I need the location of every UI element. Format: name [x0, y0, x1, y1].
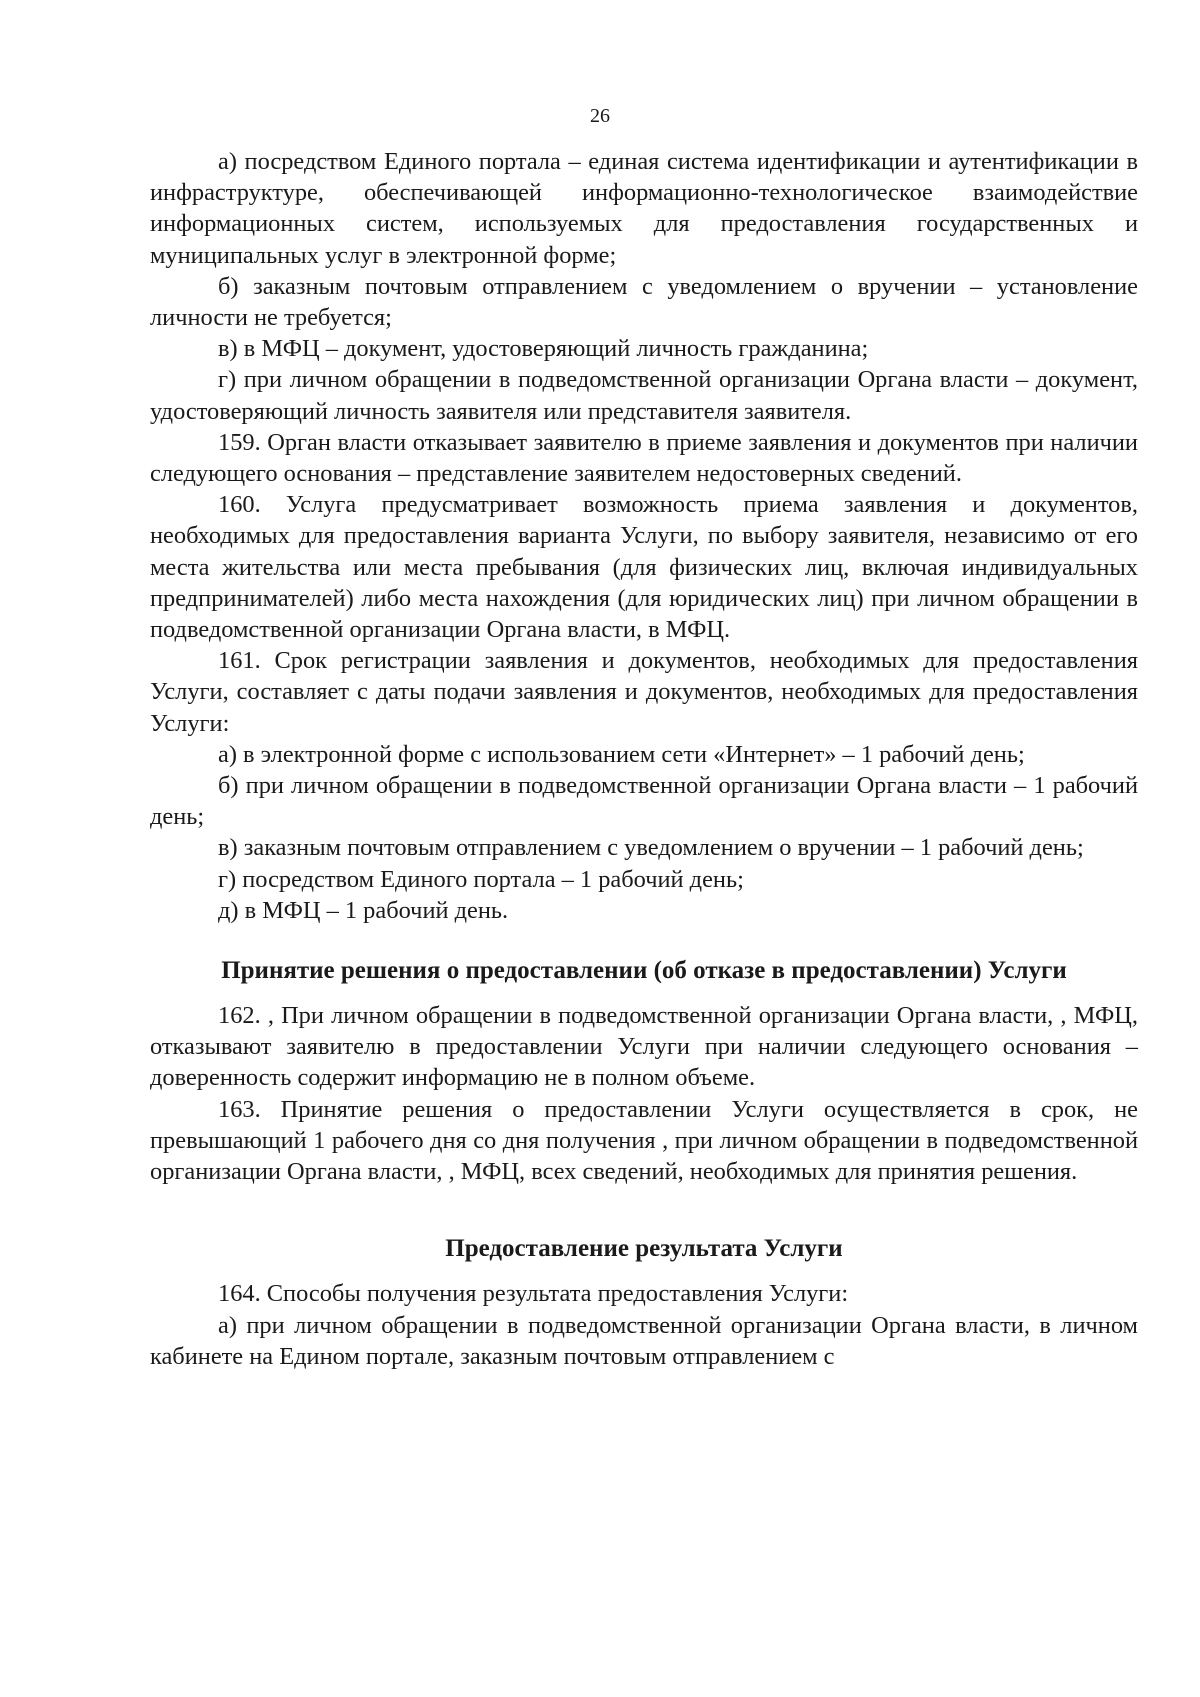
spacer	[150, 986, 1138, 1000]
page-number: 26	[590, 105, 610, 127]
paragraph: 162. , При личном обращении в подведомственной организации Органа власти, , МФЦ, отказывают заявителю в предоставлении Услуги при наличии следующего основания – доверенность содержит информацию не в полном объеме.	[150, 1002, 1138, 1092]
paragraph: б) заказным почтовым отправлением с уведомлением о вручении – установление личности не требуется;	[150, 272, 1138, 332]
paragraph: а) посредством Единого портала – единая система идентификации и аутентификации в инфраструктуре, обеспечивающей информационно-технологическое взаимодействие информационных систем, используемых для предоставления государственных и муниципальных услуг в электронной форме;	[150, 148, 1138, 269]
paragraph: в) заказным почтовым отправлением с уведомлением о вручении – 1 рабочий день;	[218, 834, 1084, 862]
paragraph: г) при личном обращении в подведомственной организации Органа власти – документ, удостоверяющий личность заявителя или представителя заявителя.	[150, 366, 1138, 425]
paragraph: д) в МФЦ – 1 рабочий день.	[218, 896, 509, 924]
spacer	[150, 1264, 1138, 1278]
document-body	[150, 146, 1138, 1372]
section-heading-decision: Принятие решения о предоставлении (об отказе в предоставлении) Услуги	[221, 957, 1067, 985]
paragraph: б) при личном обращении в подведомственной организации Органа власти – 1 рабочий день;	[150, 772, 1138, 831]
paragraph: а) при личном обращении в подведомственной организации Органа власти, в личном кабинете на Едином портале, заказным почтовым отправлением с	[150, 1311, 1138, 1370]
section-heading-result: Предоставление результата Услуги	[445, 1235, 843, 1263]
paragraph: 164. Способы получения результата предоставления Услуги:	[218, 1280, 849, 1308]
paragraph: г) посредством Единого портала – 1 рабочий день;	[218, 865, 744, 893]
paragraph: 163. Принятие решения о предоставлении Услуги осуществляется в срок, не превышающий 1 рабочего дня со дня получения , при личном обращении в подведомственной организации Органа власти, , МФЦ, всех сведений, необходимых для принятия решения.	[150, 1095, 1138, 1186]
spacer	[150, 1187, 1138, 1233]
paragraph: 159. Орган власти отказывает заявителю в приеме заявления и документов при наличии следующего основания – представление заявителем недостоверных сведений.	[150, 428, 1138, 488]
paragraph: 160. Услуга предусматривает возможность приема заявления и документов, необходимых для предоставления варианта Услуги, по выбору заявителя, независимо от его места жительства или места пребывания (для физических лиц, включая индивидуальных предпринимателей) либо места нахождения (для юридических лиц) при личном обращении в подведомственной организации Органа власти, в МФЦ.	[150, 491, 1138, 644]
paragraph: 161. Срок регистрации заявления и документов, необходимых для предоставления Услуги, составляет с даты подачи заявления и документов, необходимых для предоставления Услуги:	[150, 647, 1138, 737]
paragraph: в) в МФЦ – документ, удостоверяющий личность гражданина;	[218, 335, 869, 363]
paragraph: а) в электронной форме с использованием сети «Интернет» – 1 рабочий день;	[218, 740, 1025, 768]
spacer	[150, 926, 1138, 955]
